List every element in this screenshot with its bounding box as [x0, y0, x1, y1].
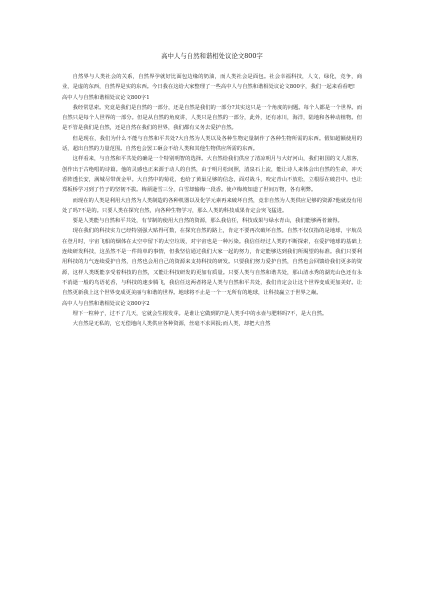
paragraph-intro: 自然界与人类社会的关系，自然界孕就好比面包边缘的奶油，而人类社会是面包。社会幸福科技，人文，绿化，竞争，商业，是虚的东西，自然界是实的东西。今日我在这给大家整理了一些高中人与自然和谐相处议论文800字，我们一起来看看吧! — [62, 74, 362, 91]
paragraph: 现在我们的科技实力已经特别强大贴得可数，在探究自然的路上，肯定不要再次破坏自然。自然不仅仅指的是地球，宇航员在登月时，宇宙飞船的烟体在太空中留下的太空垃圾，对宇宙也是一种污染。我信任经过人类的不断探索，在爱护地球的基础上连续研发科技，这虽然不是一件简单的事情，但我坚信通过我们大家一起的努力，肯定能够达到我们所渴望的标准。我们只要利用科技的力气连续爱护自然，自然也会用自己的资源来支持科技的研发。只要我们努力爱护自然，自然也会回馈给我们更多的资源，这样人类既能享受着科技的自然，又能让科技研发的更加有质量。只要人类与自然和谐共处，那山清水秀的湖光山色还有永不消逝一般的鸟语花香，与科技的速步腾飞，我信任这两者将是人类与自然和平共处，我们肯定会让这个世界变成更加美好。让自然更新我上这个世界变成更美丽与和谐的世界。地球将不止是一个一无所有的地球，让科技赢立于世界之巅。 — [62, 228, 362, 297]
document-body — [62, 72, 362, 329]
document-title: 高中人与自然和谐相处议论文800字 — [161, 52, 263, 60]
paragraph: 而现在的人类是利用大自然为人类制造的各种机器以及化学元素再来破坏自然，竟非自然为人类供应足够的资源?他就没有用处了吗?不是的。只要人类在探究自然，向各种生物学习，那么人类的科技成果肯定会突飞猛进。 — [62, 197, 362, 214]
section-heading-2: 高中人与自然和谐相处议论文800字2 — [62, 300, 150, 307]
paragraph: 我经常思索。究竟是我们是自然的一部分，还是自然是我们的一部分?其实这只是一个角度的问题。每个人都是一个世界。而自然只是每个人世界的一部分。但是从自然的角度讲，人类只是自然的一部分，此外，还有冰川，海洋，陆地和各种动植物。但是不管是我们是自然，还是自然在我们的世界，我们都有义务去爱护自然。 — [62, 104, 362, 132]
paragraph: 要是人类能与自然和平共处，有节制的使用大自然的资源，那么我信任，科技成果与绿水青山，我们能够两者兼得。 — [72, 218, 343, 225]
paragraph: 但是现在，我们为什么不能与自然和平共处?大自然为人类以及各种生物定量制作了各种生物所需的东西。假如超额使用的话，超出自然的力量范围。自然也会罢工砸会不给人类和其他生物供应所需的东西。 — [62, 135, 362, 153]
paragraph: 埋下一粒种子，过不了几天，它就会生根发芽。是谁让它做到的?是人类手中的水壶与肥料吗?不，是大自然。 — [72, 310, 328, 317]
paragraph: 这样看来，与自然和平共处的确是一个特别明智的选择。大自然给我们供应了清凉明月与大好河山，我们祖国的文人墨客，创作出于古绝唱的诗篇。他的灵感也正来源于动人的自然，由于明月松间照，清泉石上流，能让诗人来体会出自然的生命，冲天香阵透长安，满城尽带黄金甲。大自然中的菊花，也给了黄巢足够的信念，面对战斗，咬定青山不放松，立根原在破岩中。也让郑板桥学习到了竹子的坚韧不拔。梅须逊雪三分，白雪却输梅一段香。使卢梅坡知道了世间万物，各有利弊。 — [62, 156, 362, 194]
section-heading-1: 高中人与自然和谐相处议论文800字1 — [62, 94, 150, 101]
paragraph: 大自然是无私的，它无偿地向人类供应各种资源，丝毫不求回报;而人类，却把大自然 — [72, 321, 271, 328]
